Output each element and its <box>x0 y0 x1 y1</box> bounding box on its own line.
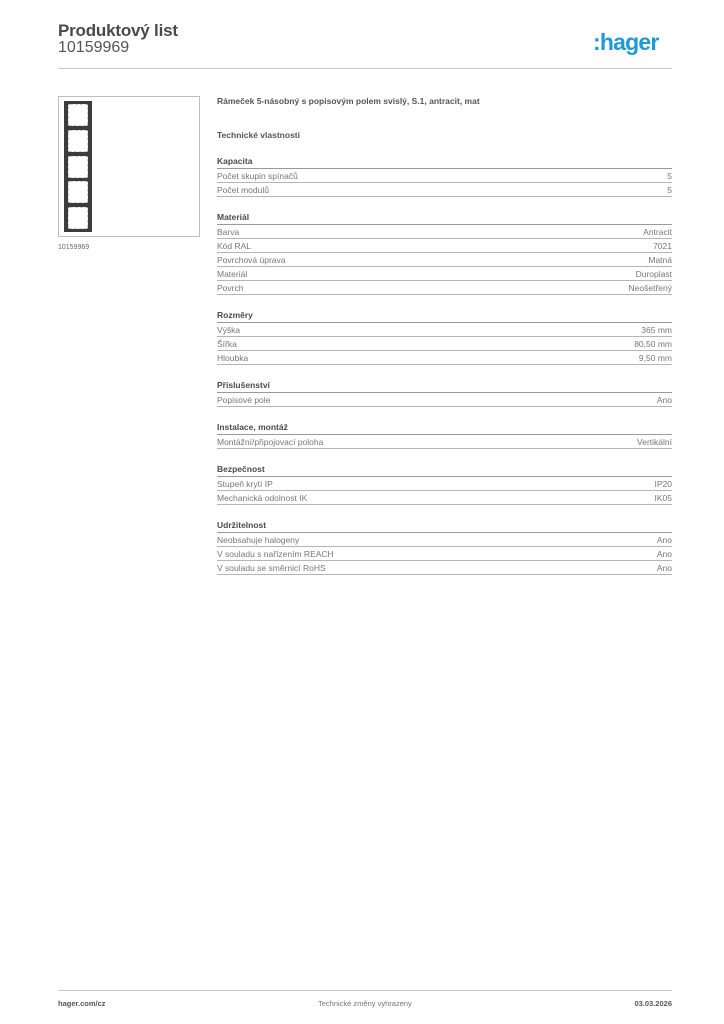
spec-value: 365 mm <box>641 325 672 335</box>
spec-value: IP20 <box>654 479 672 489</box>
spec-row <box>217 281 672 295</box>
spec-value: IK05 <box>654 493 672 503</box>
spec-label: Montážní/připojovací poloha <box>217 437 324 447</box>
frame-slot <box>68 207 88 229</box>
spec-row <box>217 183 672 197</box>
spec-value: Ano <box>656 563 672 573</box>
spec-label: Materiál <box>217 269 248 279</box>
frame-slot <box>68 181 88 203</box>
spec-row <box>217 547 672 561</box>
spec-group-title: Materiál <box>217 211 672 225</box>
spec-value: Ano <box>656 535 672 545</box>
spec-row <box>217 253 672 267</box>
spec-row <box>217 351 672 365</box>
frame-illustration-icon <box>64 101 92 232</box>
product-id: 10159969 <box>58 39 130 56</box>
product-image <box>58 96 200 237</box>
technical-title: Technické vlastnosti <box>217 130 300 140</box>
spec-group-title: Příslušenství <box>217 379 672 393</box>
spec-value: Duroplast <box>635 269 672 279</box>
footer-disclaimer: Technické změny vyhrazeny <box>318 999 412 1008</box>
spec-group <box>217 309 672 365</box>
product-name: Rámeček 5-násobný s popisovým polem svislý, S.1, antracit, mat <box>217 96 480 106</box>
spec-group <box>217 379 672 407</box>
spec-row <box>217 561 672 575</box>
header-divider <box>58 68 672 69</box>
spec-row <box>217 337 672 351</box>
spec-group-title: Instalace, montáž <box>217 421 672 435</box>
spec-row <box>217 491 672 505</box>
footer-website-link[interactable]: hager.com/cz <box>58 999 106 1008</box>
spec-row <box>217 169 672 183</box>
image-caption: 10159969 <box>58 244 90 251</box>
spec-label: Barva <box>217 227 240 237</box>
spec-row <box>217 267 672 281</box>
spec-label: Povrch <box>217 283 244 293</box>
spec-label: Výška <box>217 325 241 335</box>
spec-group-title: Udržitelnost <box>217 519 672 533</box>
spec-group <box>217 211 672 295</box>
spec-value: Neošetřený <box>628 283 672 293</box>
spec-label: Počet skupin spínačů <box>217 171 298 181</box>
hager-logo: :hager <box>593 29 659 55</box>
spec-value: Antracit <box>643 227 672 237</box>
spec-label: Povrchová úprava <box>217 255 286 265</box>
spec-label: Mechanická odolnost IK <box>217 493 308 503</box>
spec-row <box>217 393 672 407</box>
spec-row <box>217 225 672 239</box>
specs-table <box>217 155 672 589</box>
spec-value: 7021 <box>653 241 672 251</box>
spec-label: Počet modulů <box>217 185 269 195</box>
page-title: Produktový list <box>58 21 178 40</box>
spec-row <box>217 533 672 547</box>
spec-value: Vertikální <box>637 437 672 447</box>
spec-label: Kód RAL <box>217 241 252 251</box>
frame-slot <box>68 156 88 178</box>
spec-group <box>217 463 672 505</box>
spec-label: Popisové pole <box>217 395 271 405</box>
spec-label: Stupeň krytí IP <box>217 479 273 489</box>
spec-label: Neobsahuje halogeny <box>217 535 300 545</box>
spec-group <box>217 519 672 575</box>
spec-group <box>217 155 672 197</box>
spec-label: V souladu se směrnicí RoHS <box>217 563 326 573</box>
footer-date: 03.03.2026 <box>634 999 672 1008</box>
spec-row <box>217 239 672 253</box>
spec-group <box>217 421 672 449</box>
spec-row <box>217 323 672 337</box>
spec-value: 5 <box>667 171 672 181</box>
spec-label: Hloubka <box>217 353 249 363</box>
spec-label: Šířka <box>217 339 237 349</box>
spec-value: Ano <box>656 395 672 405</box>
spec-value: Matná <box>648 255 672 265</box>
spec-value: 80,50 mm <box>634 339 672 349</box>
frame-slot <box>68 104 88 126</box>
spec-value: 9,50 mm <box>638 353 672 363</box>
spec-group-title: Bezpečnost <box>217 463 672 477</box>
spec-row <box>217 477 672 491</box>
spec-group-title: Kapacita <box>217 155 672 169</box>
spec-label: V souladu s nařízením REACH <box>217 549 334 559</box>
frame-slot <box>68 130 88 152</box>
spec-group-title: Rozměry <box>217 309 672 323</box>
spec-value: Ano <box>656 549 672 559</box>
spec-row <box>217 435 672 449</box>
footer-divider <box>58 990 672 991</box>
spec-value: 5 <box>667 185 672 195</box>
